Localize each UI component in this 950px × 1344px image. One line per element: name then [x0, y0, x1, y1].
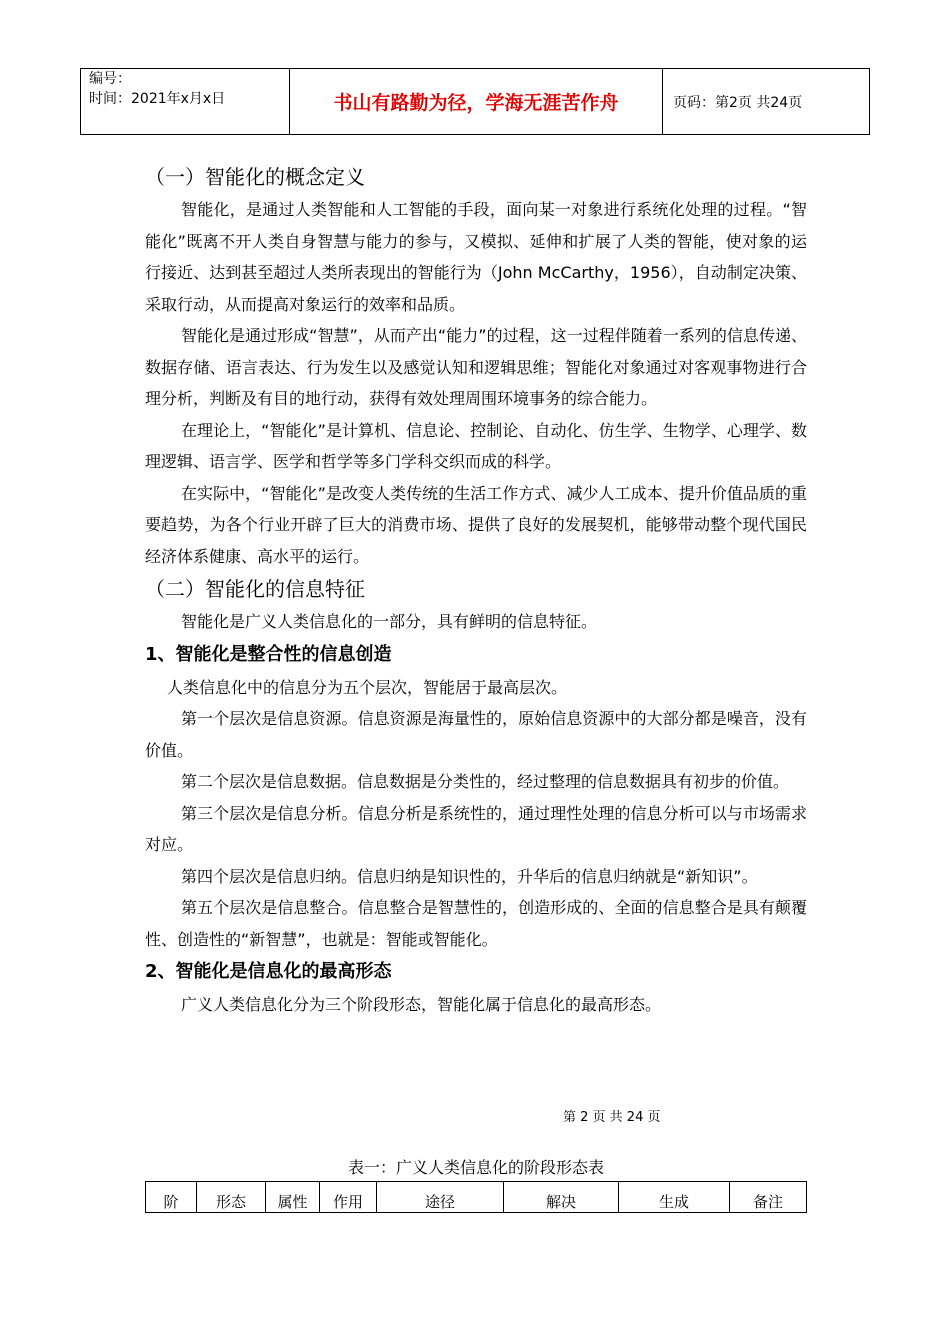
subsection2-intro: 广义人类信息化分为三个阶段形态，智能化属于信息化的最高形态。 [181, 995, 662, 1014]
header-meta-cell [81, 69, 290, 135]
table-header-cell: 途径 [377, 1182, 504, 1213]
header-page-info: 页码：第2页 共24页 [663, 69, 870, 135]
section1-heading: （一）智能化的概念定义 [145, 165, 365, 189]
document-header [80, 68, 870, 135]
subsection1-intro: 人类信息化中的信息分为五个层次，智能居于最高层次。 [167, 677, 568, 697]
table-header-cell: 生成 [619, 1182, 730, 1213]
level-2-paragraph: 第二个层次是信息数据。信息数据是分类性的，经过整理的信息数据具有初步的价值。 [181, 772, 790, 791]
section2-intro: 智能化是广义人类信息化的一部分，具有鲜明的信息特征。 [181, 612, 598, 631]
table-header-cell: 作用 [320, 1182, 377, 1213]
section1-paragraph-4: 在实际中，“智能化”是改变人类传统的生活工作方式、减少人工成本、提升价值品质的重要趋势，为各个行业开辟了巨大的消费市场、提供了良好的发展契机，能够带动整个现代国民经济体系健康、高水平的运行。 [145, 483, 807, 566]
table-caption: 表一：广义人类信息化的阶段形态表 [347, 1158, 604, 1177]
section1-paragraph-1: 智能化，是通过人类智能和人工智能的手段，面向某一对象进行系统化处理的过程。“智能化”既离不开人类自身智慧与能力的参与，又模拟、延伸和扩展了人类的智能，使对象的运行接近、达到甚至超过人类所表现出的智能行为（John McCarthy，1956），自动制定决策、采取行动，从而提高对象运行的效率和品质。 [145, 200, 807, 314]
level-4-paragraph: 第四个层次是信息归纳。信息归纳是知识性的，升华后的信息归纳就是“新知识”。 [181, 866, 758, 886]
time-label: 时间：2021年x月x日 [89, 91, 226, 107]
table-header-cell: 备注 [730, 1182, 807, 1213]
section1-paragraph-2: 智能化是通过形成“智慧”，从而产出“能力”的过程，这一过程伴随着一系列的信息传递、数据存储、语言表达、行为发生以及感觉认知和逻辑思维；智能化对象通过对客观事物进行合理分析，判断及有目的地行动，获得有效处理周围环境事务的综合能力。 [145, 326, 807, 408]
stage-form-table [145, 1181, 807, 1213]
table-header-cell: 形态 [197, 1182, 266, 1213]
document-body [145, 160, 807, 1021]
subsection1-heading: 1、智能化是整合性的信息创造 [145, 643, 392, 665]
level-5-paragraph: 第五个层次是信息整合。信息整合是智慧性的，创造形成的、全面的信息整合是具有颠覆性、创造性的“新智慧”，也就是：智能或智能化。 [145, 898, 807, 949]
level-3-paragraph: 第三个层次是信息分析。信息分析是系统性的，通过理性处理的信息分析可以与市场需求对应。 [145, 803, 807, 854]
table-header-cell: 属性 [266, 1182, 320, 1213]
section2-heading: （二）智能化的信息特征 [145, 577, 365, 601]
table-header-cell: 解决 [504, 1182, 619, 1213]
section1-paragraph-3: 在理论上，“智能化”是计算机、信息论、控制论、自动化、仿生学、生物学、心理学、数理逻辑、语言学、医学和哲学等多门学科交织而成的科学。 [145, 420, 807, 471]
table-header-cell: 阶 [146, 1182, 197, 1213]
page-footer: 第 2 页 共 24 页 [563, 1110, 661, 1125]
table-header-row [146, 1182, 807, 1213]
number-label: 编号： [89, 71, 131, 87]
level-1-paragraph: 第一个层次是信息资源。信息资源是海量性的，原始信息资源中的大部分都是噪音，没有价值。 [145, 709, 807, 760]
header-motto: 书山有路勤为径，学海无涯苦作舟 [290, 69, 663, 135]
subsection2-heading: 2、智能化是信息化的最高形态 [145, 961, 392, 982]
